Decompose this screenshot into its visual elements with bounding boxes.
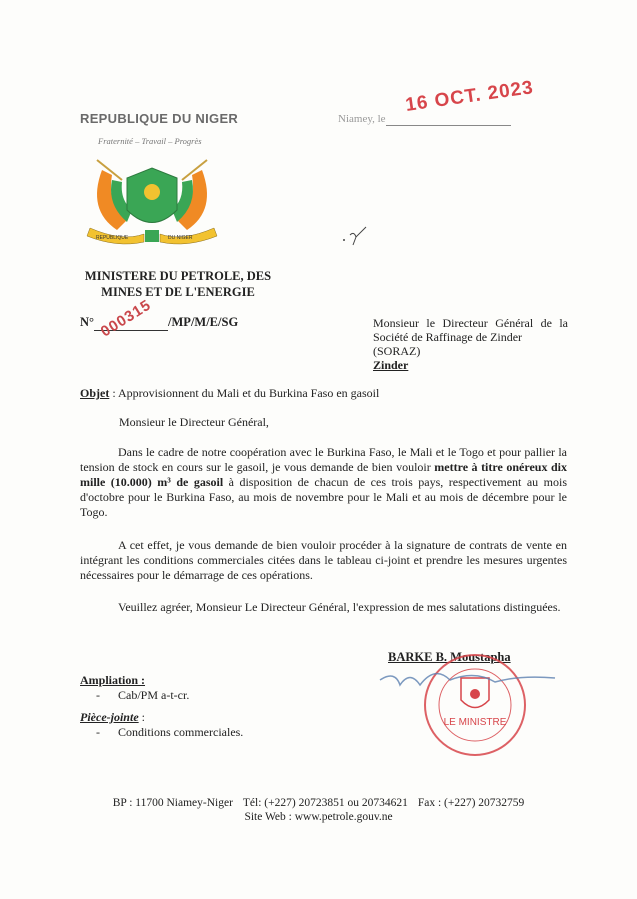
emblem-banner-text: REPUBLIQUE <box>96 235 129 241</box>
seal-title: LE MINISTRE <box>443 717 507 728</box>
subject-label: Objet <box>80 386 110 400</box>
svg-text:DU NIGER: DU NIGER <box>168 235 193 241</box>
p2-text: A cet effet, je vous demande de bien vouloir procéder à la signature de contrats de vente en intégrant les conditions commerciales citées dans le tableau ci-joint et prendre les mesures urgentes nécessaires pour le démarrage de ces opérations. <box>80 538 567 582</box>
attachment-colon: : <box>138 710 145 724</box>
footer-website: Site Web : www.petrole.gouv.ne <box>244 811 393 823</box>
recipient-city: Zinder <box>373 358 409 372</box>
distribution-block <box>80 673 243 740</box>
attachment-item-text: Conditions commerciales. <box>118 725 244 739</box>
attachment-item: - Conditions commerciales. <box>96 725 244 739</box>
ampliation-item-text: Cab/PM a-t-cr. <box>118 688 190 702</box>
signatory-name: BARKE B. Moustapha <box>388 650 511 664</box>
paragraph-2 <box>80 538 567 583</box>
salutation: Monsieur le Directeur Général, <box>119 415 269 429</box>
ministry-name <box>80 268 276 300</box>
official-seal-and-signature <box>375 650 565 765</box>
ampliation-item: - Cab/PM a-t-cr. <box>96 688 190 702</box>
handwritten-mark <box>340 225 380 250</box>
paragraph-1 <box>80 445 567 520</box>
subject-line <box>80 386 379 401</box>
paragraph-3 <box>80 600 567 615</box>
attachment-label: Pièce-jointe <box>80 710 139 724</box>
ref-prefix: N° <box>80 315 95 329</box>
date-blank <box>386 113 511 126</box>
p1-text-b: à disposition de chacun de ces trois pays, respectivement au mois d'octobre pour le Burkina Faso, au mois de novembre pour le Mali et au mois de décembre pour le Togo. <box>80 475 568 519</box>
recipient-line-1: Monsieur le Directeur Général de la Société de Raffinage de Zinder <box>373 316 568 344</box>
recipient-address <box>373 316 568 372</box>
p3-text: Veuillez agréer, Monsieur Le Directeur Général, l'expression de mes salutations distinguées. <box>118 600 561 614</box>
footer-contact <box>0 796 637 824</box>
ref-suffix: /MP/M/E/SG <box>168 315 239 329</box>
p1-text-a: Dans le cadre de notre coopération avec le Burkina Faso, le Mali et le Togo et pour pallier la tension de stock en cours sur le gasoil, je vous demande de bien vouloir <box>80 445 567 474</box>
country-name: REPUBLIQUE DU NIGER <box>80 111 239 126</box>
coat-of-arms-emblem <box>82 150 222 250</box>
place-date-line <box>338 113 511 126</box>
footer-bp: BP : 11700 Niamey-Niger <box>112 797 233 809</box>
ministry-line-2: MINES ET DE L'ENERGIE <box>101 285 255 299</box>
subject-text: : Approvisionnent du Mali et du Burkina Faso en gasoil <box>109 386 380 400</box>
handwritten-signature <box>380 674 555 685</box>
date-stamp: 16 OCT. 2023 <box>404 77 536 116</box>
footer-tel: Tél: (+227) 20723851 ou 20734621 <box>242 797 408 809</box>
ministry-line-1: MINISTERE DU PETROLE, DES <box>84 269 272 283</box>
national-motto: Fraternité – Travail – Progrès <box>98 136 202 146</box>
place-prefix: Niamey, le <box>338 113 386 125</box>
ref-number-stamp: 000315 <box>97 296 155 341</box>
ampliation-label: Ampliation : <box>80 673 146 687</box>
recipient-line-2: (SORAZ) <box>373 344 421 358</box>
footer-fax: Fax : (+227) 20732759 <box>417 797 525 809</box>
p1-bold: mettre à titre onéreux dix mille (10.000) m³ de gasoil <box>80 460 567 489</box>
